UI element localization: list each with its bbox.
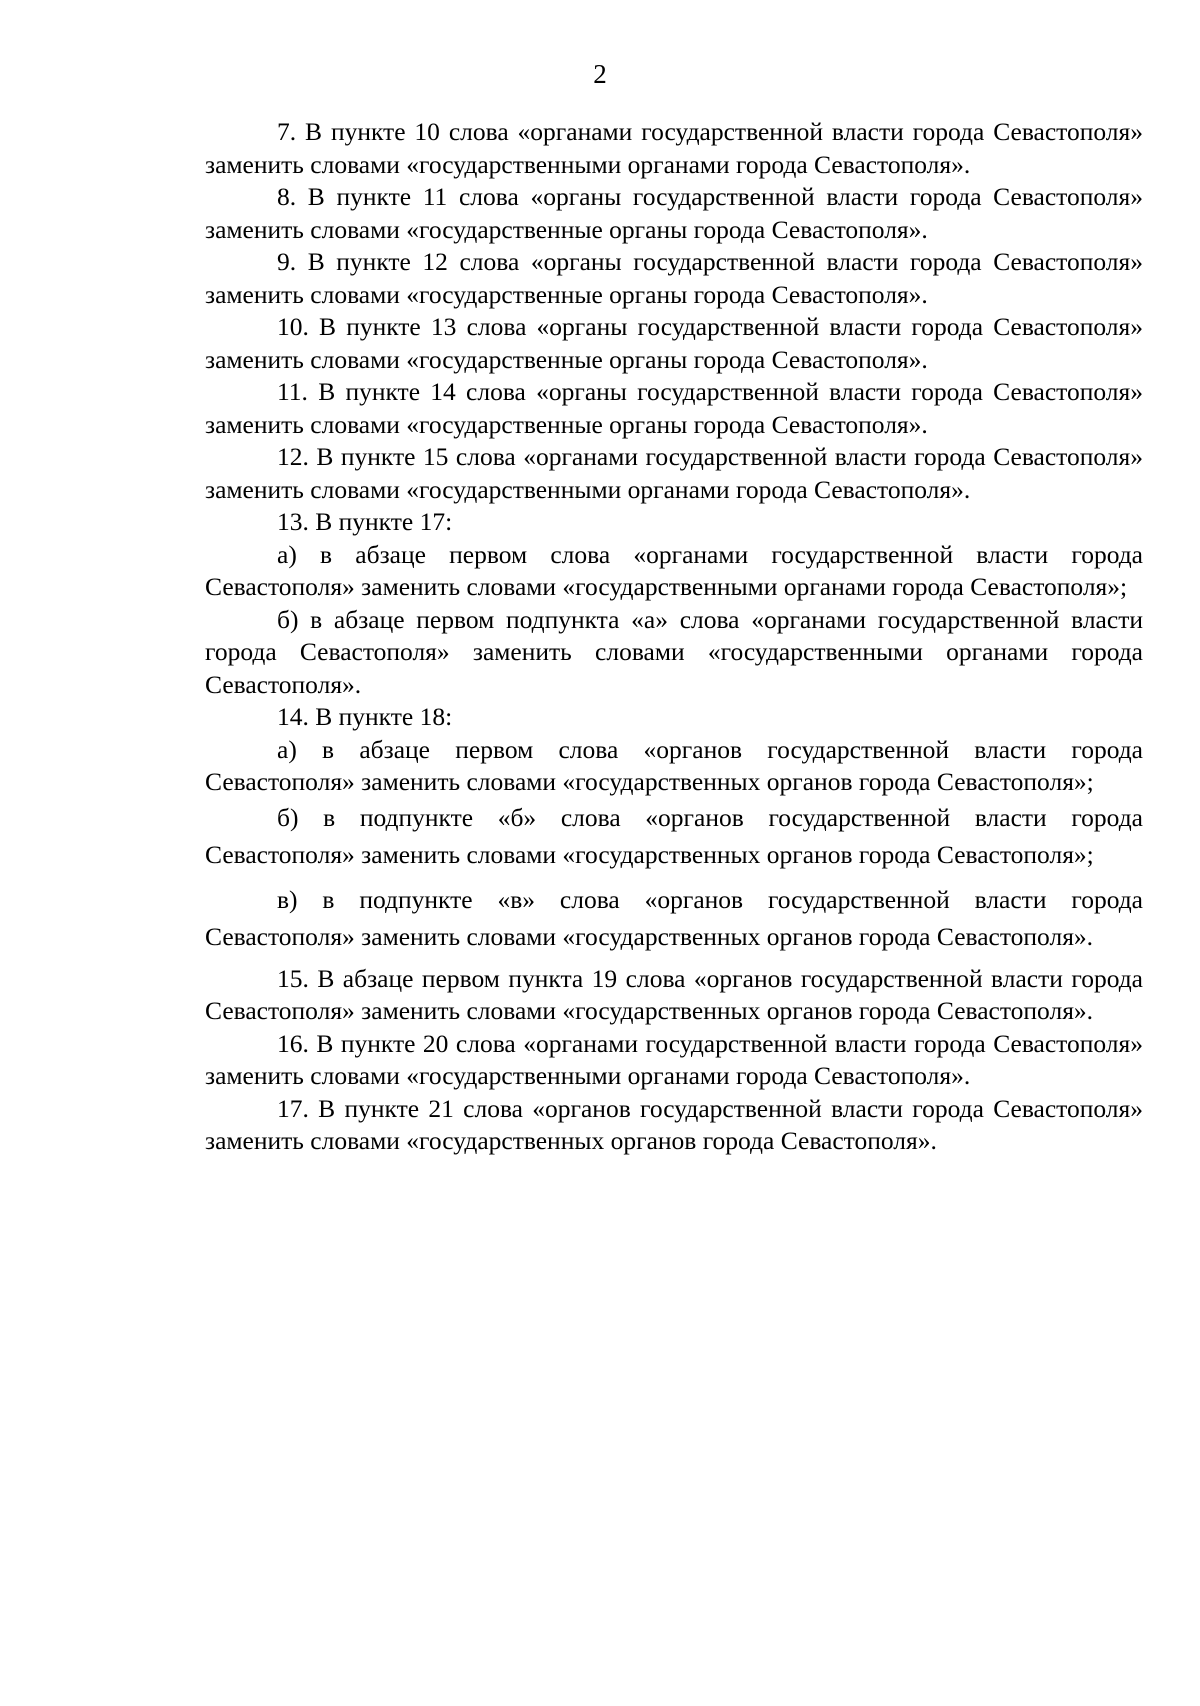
amendment-item-13: 13. В пункте 17:: [277, 507, 453, 536]
amendment-item-15: 15. В абзаце первом пункта 19 слова «органов государственной власти города Севастополя» заменить словами «государственных органов города Севастополя».: [205, 963, 1143, 1025]
amendment-item-14-b: б) в подпункте «б» слова «органов государственной власти города Севастополя» заменить словами «государственных органов города Севастополя»;: [205, 802, 1143, 869]
amendment-item-7: 7. В пункте 10 слова «органами государственной власти города Севастополя» заменить словами «государственными органами города Севастополя».: [205, 117, 1143, 179]
amendment-item-17: 17. В пункте 21 слова «органов государственной власти города Севастополя» заменить словами «государственных органов города Севастополя».: [205, 1093, 1143, 1155]
amendment-item-9: 9. В пункте 12 слова «органы государственной власти города Севастополя» заменить словами «государственные органы города Севастополя».: [205, 247, 1143, 309]
amendment-item-8: 8. В пункте 11 слова «органы государственной власти города Севастополя» заменить словами «государственные органы города Севастополя».: [205, 182, 1143, 244]
document-body: [205, 116, 1143, 1158]
amendment-item-14-v: в) в подпункте «в» слова «органов государственной власти города Севастополя» заменить словами «государственных органов города Севастополя».: [205, 884, 1143, 951]
amendment-item-14-a: а) в абзаце первом слова «органов государственной власти города Севастополя» заменить словами «государственных органов города Севастополя»;: [205, 734, 1143, 796]
amendment-item-14: 14. В пункте 18:: [277, 702, 453, 731]
page-number: 2: [593, 59, 607, 89]
amendment-item-12: 12. В пункте 15 слова «органами государственной власти города Севастополя» заменить словами «государственными органами города Севастополя».: [205, 442, 1143, 504]
amendment-item-13-a: а) в абзаце первом слова «органами государственной власти города Севастополя» заменить словами «государственными органами города Севастополя»;: [205, 539, 1143, 601]
amendment-item-10: 10. В пункте 13 слова «органы государственной власти города Севастополя» заменить словами «государственные органы города Севастополя».: [205, 312, 1143, 374]
amendment-item-13-b: б) в абзаце первом подпункта «а» слова «органами государственной власти города Севастополя» заменить словами «государственными органами города Севастополя».: [205, 604, 1143, 699]
amendment-item-11: 11. В пункте 14 слова «органы государственной власти города Севастополя» заменить словами «государственные органы города Севастополя».: [205, 377, 1143, 439]
amendment-item-16: 16. В пункте 20 слова «органами государственной власти города Севастополя» заменить словами «государственными органами города Севастополя».: [205, 1028, 1143, 1090]
